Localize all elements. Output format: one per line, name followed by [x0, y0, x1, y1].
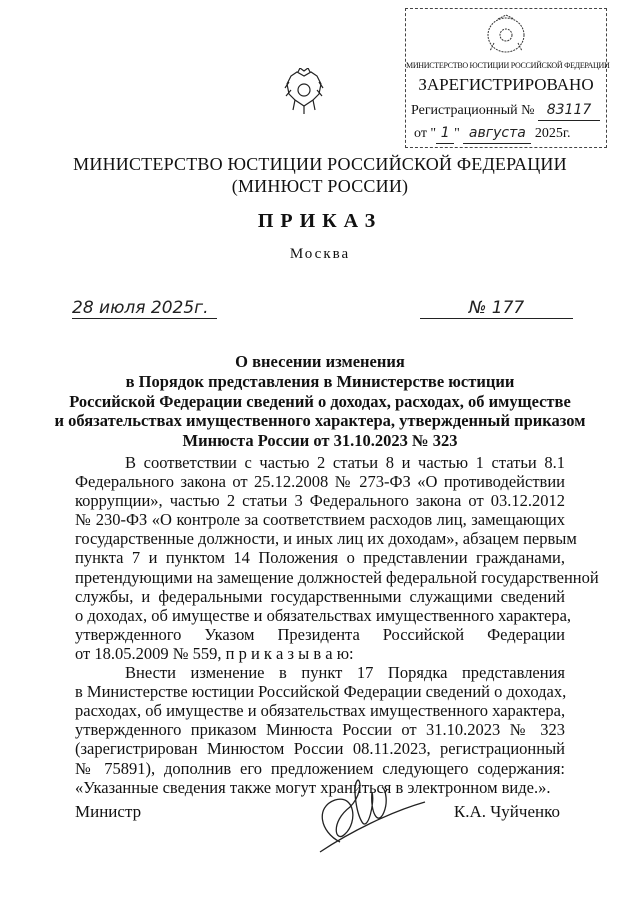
- body-line: от 18.05.2009 № 559, п р и к а з ы в а ю:: [75, 643, 354, 663]
- heading-line: О внесении изменения: [235, 352, 405, 371]
- stamp-reg-line: [411, 100, 611, 121]
- body-line: утвержденного Указом Президента Российской Федерации: [75, 624, 565, 644]
- body-line: коррупции», частью 2 статьи 3 Федерального закона от 03.12.2012: [75, 491, 565, 511]
- order-number: № 177: [420, 298, 573, 319]
- heading-line: и обязательствах имущественного характера, утвержденный приказом: [54, 411, 586, 431]
- stamp-date-prefix: от ": [414, 126, 437, 141]
- stamp-date-year: 2025: [534, 126, 563, 141]
- body-line: В соответствии с частью 2 статьи 8 и частью 1 статьи 8.1: [125, 453, 565, 472]
- body-line: в Министерстве юстиции Российской Федерации сведений о доходах,: [75, 682, 567, 702]
- stamp-reg-number: 83117: [538, 100, 600, 121]
- body-line: расходах, об имуществе и обязательствах имущественного характера,: [75, 701, 566, 721]
- heading-line: в Порядок представления в Министерстве юстиции: [125, 371, 515, 391]
- signatory-position: Министр: [75, 802, 142, 821]
- heading-line: Минюста России от 31.10.2023 № 323: [182, 431, 458, 451]
- body-line: «Указанные сведения также могут храниться в электронном виде.».: [75, 777, 551, 797]
- body-line: претендующими на замещение должностей федеральной государственной: [75, 567, 599, 587]
- handwritten-signature: [300, 772, 430, 857]
- ministry-short-name: (МИНЮСТ РОССИИ): [231, 176, 409, 196]
- order-body: [75, 453, 599, 797]
- body-line: пункта 7 и пунктом 14 Положения о представлении гражданами,: [75, 548, 565, 568]
- coat-of-arms-emblem: [283, 68, 325, 116]
- signatory-name: К.А. Чуйченко: [453, 802, 560, 821]
- stamp-date-day: 1: [436, 123, 454, 144]
- ministry-name: МИНИСТЕРСТВО ЮСТИЦИИ РОССИЙСКОЙ ФЕДЕРАЦИИ: [73, 154, 567, 174]
- body-line: утвержденного приказом Минюста России от 31.10.2023 № 323: [75, 720, 565, 740]
- body-line: (зарегистрирован Минюстом России 08.11.2023, регистрационный: [75, 739, 565, 759]
- stamp-emblem-icon: [484, 13, 528, 55]
- body-line: о доходах, об имуществе и обязательствах имущественного характера,: [75, 605, 572, 625]
- body-line: службы, и федеральными государственными служащими сведений: [75, 586, 565, 606]
- registration-stamp: [405, 8, 610, 148]
- stamp-date-month: августа: [463, 123, 531, 144]
- body-line: Внести изменение в пункт 17 Порядка представления: [125, 663, 565, 683]
- body-line: № 230-ФЗ «О контроле за соответствием расходов лиц, замещающих: [75, 510, 565, 530]
- body-line: № 75891), дополнив его предложением следующего содержания:: [75, 758, 565, 778]
- stamp-reg-label: Регистрационный №: [411, 103, 535, 118]
- document-type: ПРИКАЗ: [257, 210, 383, 232]
- heading-line: Российской Федерации сведений о доходах, расходах, об имуществе: [69, 391, 571, 411]
- stamp-date-suffix: г.: [562, 126, 571, 141]
- stamp-ministry: МИНИСТЕРСТВО ЮСТИЦИИ РОССИЙСКОЙ ФЕДЕРАЦИИ: [406, 61, 610, 70]
- body-line: государственные должности, и иных лиц их доходам», абзацем первым: [75, 529, 577, 549]
- order-heading: [0, 352, 640, 451]
- stamp-status: ЗАРЕГИСТРИРОВАНО: [418, 75, 594, 94]
- city: Москва: [289, 246, 351, 262]
- order-date: 28 июля 2025г.: [72, 298, 217, 319]
- stamp-date-line: от " 1 " августа 2025г.: [414, 123, 614, 144]
- body-line: Федерального закона от 25.12.2008 № 273-ФЗ «О противодействии: [75, 472, 565, 492]
